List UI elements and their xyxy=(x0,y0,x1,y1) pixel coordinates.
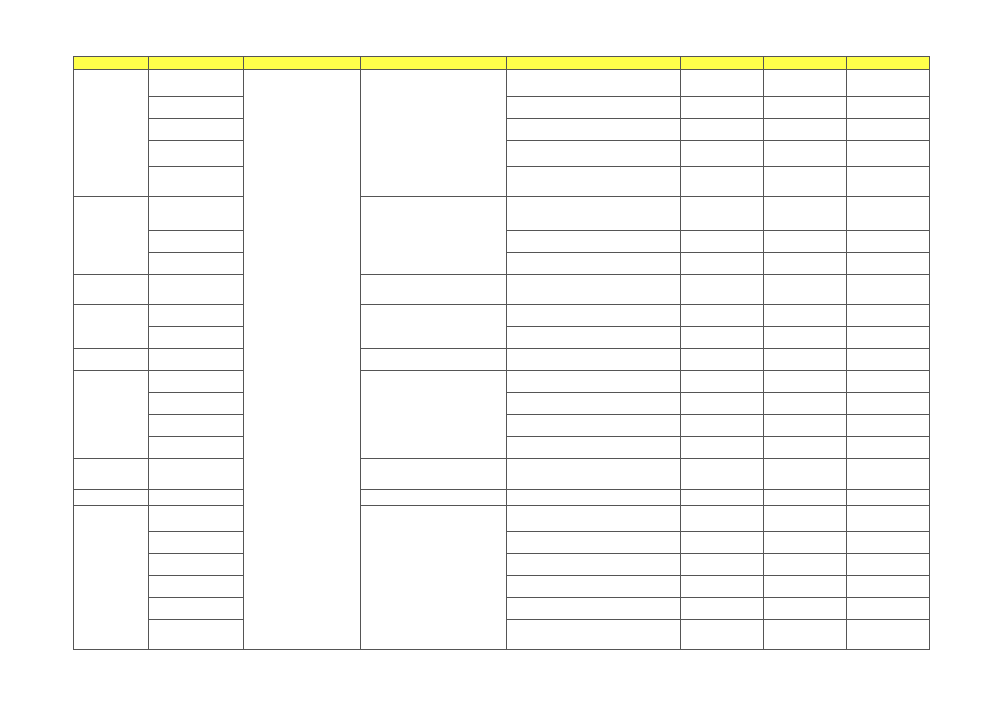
date-cell-1 xyxy=(681,459,764,490)
zone-supervisor-cell xyxy=(361,305,507,349)
responsabile-cell xyxy=(507,415,681,437)
date-cell-1 xyxy=(681,506,764,532)
zone-supervisor-cell xyxy=(361,349,507,371)
province-cell xyxy=(149,393,244,415)
date-cell-3 xyxy=(847,532,930,554)
responsabile-cell xyxy=(507,167,681,197)
date-cell-2 xyxy=(764,459,847,490)
date-cell-2 xyxy=(764,167,847,197)
province-cell xyxy=(149,197,244,231)
date-cell-3 xyxy=(847,70,930,97)
region-cell xyxy=(74,459,149,490)
date-cell-3 xyxy=(847,437,930,459)
table-row xyxy=(74,371,930,393)
province-cell xyxy=(149,532,244,554)
responsabile-cell xyxy=(507,532,681,554)
responsabile-cell xyxy=(507,490,681,506)
region-cell xyxy=(74,197,149,275)
date-cell-2 xyxy=(764,620,847,650)
table-row xyxy=(74,490,930,506)
province-cell xyxy=(149,437,244,459)
header-data-1 xyxy=(681,57,764,70)
table-row xyxy=(74,275,930,305)
date-cell-2 xyxy=(764,598,847,620)
province-cell xyxy=(149,576,244,598)
province-cell xyxy=(149,231,244,253)
date-cell-3 xyxy=(847,305,930,327)
date-cell-3 xyxy=(847,349,930,371)
date-cell-1 xyxy=(681,437,764,459)
date-cell-2 xyxy=(764,576,847,598)
province-cell xyxy=(149,490,244,506)
date-cell-1 xyxy=(681,167,764,197)
date-cell-1 xyxy=(681,119,764,141)
date-cell-3 xyxy=(847,253,930,275)
date-cell-2 xyxy=(764,119,847,141)
province-cell xyxy=(149,554,244,576)
date-cell-3 xyxy=(847,97,930,119)
province-cell xyxy=(149,253,244,275)
date-cell-2 xyxy=(764,197,847,231)
date-cell-3 xyxy=(847,393,930,415)
zone-supervisor-cell xyxy=(361,490,507,506)
responsabile-cell xyxy=(507,576,681,598)
province-cell xyxy=(149,275,244,305)
province-cell xyxy=(149,327,244,349)
date-cell-2 xyxy=(764,532,847,554)
province-cell xyxy=(149,141,244,167)
province-cell xyxy=(149,598,244,620)
date-cell-3 xyxy=(847,415,930,437)
date-cell-3 xyxy=(847,141,930,167)
responsabile-cell xyxy=(507,459,681,490)
date-cell-2 xyxy=(764,327,847,349)
zone-supervisor-cell xyxy=(361,459,507,490)
date-cell-2 xyxy=(764,554,847,576)
header-supervisore-nazionale xyxy=(244,57,361,70)
region-cell xyxy=(74,371,149,459)
responsabile-cell xyxy=(507,554,681,576)
date-cell-1 xyxy=(681,490,764,506)
province-cell xyxy=(149,371,244,393)
province-cell xyxy=(149,349,244,371)
province-cell xyxy=(149,70,244,97)
date-cell-2 xyxy=(764,349,847,371)
header-data-3 xyxy=(847,57,930,70)
program-table xyxy=(73,56,930,650)
date-cell-1 xyxy=(681,197,764,231)
table-row xyxy=(74,459,930,490)
responsabile-cell xyxy=(507,598,681,620)
responsabile-cell xyxy=(507,197,681,231)
province-cell xyxy=(149,167,244,197)
date-cell-2 xyxy=(764,70,847,97)
date-cell-2 xyxy=(764,490,847,506)
date-cell-3 xyxy=(847,167,930,197)
responsabile-cell xyxy=(507,393,681,415)
responsabile-cell xyxy=(507,141,681,167)
responsabile-cell xyxy=(507,506,681,532)
date-cell-3 xyxy=(847,197,930,231)
date-cell-3 xyxy=(847,459,930,490)
zone-supervisor-cell xyxy=(361,275,507,305)
province-cell xyxy=(149,459,244,490)
province-cell xyxy=(149,119,244,141)
responsabile-cell xyxy=(507,620,681,650)
date-cell-2 xyxy=(764,437,847,459)
responsabile-cell xyxy=(507,327,681,349)
table-row xyxy=(74,305,930,327)
province-cell xyxy=(149,620,244,650)
date-cell-1 xyxy=(681,554,764,576)
date-cell-1 xyxy=(681,70,764,97)
province-cell xyxy=(149,506,244,532)
region-cell xyxy=(74,349,149,371)
date-cell-3 xyxy=(847,119,930,141)
region-cell xyxy=(74,275,149,305)
date-cell-1 xyxy=(681,415,764,437)
header-row xyxy=(74,57,930,70)
date-cell-1 xyxy=(681,393,764,415)
responsabile-cell xyxy=(507,275,681,305)
date-cell-1 xyxy=(681,97,764,119)
national-supervisor-cell xyxy=(244,70,361,650)
header-responsabile xyxy=(507,57,681,70)
header-provincia xyxy=(149,57,244,70)
date-cell-2 xyxy=(764,393,847,415)
table-row xyxy=(74,197,930,231)
responsabile-cell xyxy=(507,305,681,327)
responsabile-cell xyxy=(507,231,681,253)
province-cell xyxy=(149,97,244,119)
date-cell-2 xyxy=(764,141,847,167)
zone-supervisor-cell xyxy=(361,70,507,197)
date-cell-2 xyxy=(764,253,847,275)
date-cell-1 xyxy=(681,576,764,598)
table-row xyxy=(74,349,930,371)
date-cell-1 xyxy=(681,275,764,305)
date-cell-1 xyxy=(681,231,764,253)
date-cell-2 xyxy=(764,305,847,327)
date-cell-3 xyxy=(847,490,930,506)
province-cell xyxy=(149,305,244,327)
province-cell xyxy=(149,415,244,437)
responsabile-cell xyxy=(507,437,681,459)
date-cell-1 xyxy=(681,141,764,167)
date-cell-2 xyxy=(764,97,847,119)
zone-supervisor-cell xyxy=(361,197,507,275)
date-cell-3 xyxy=(847,576,930,598)
date-cell-3 xyxy=(847,506,930,532)
table-body xyxy=(74,70,930,650)
responsabile-cell xyxy=(507,97,681,119)
date-cell-2 xyxy=(764,231,847,253)
date-cell-2 xyxy=(764,275,847,305)
responsabile-cell xyxy=(507,253,681,275)
date-cell-1 xyxy=(681,598,764,620)
date-cell-3 xyxy=(847,620,930,650)
date-cell-2 xyxy=(764,506,847,532)
date-cell-3 xyxy=(847,327,930,349)
date-cell-1 xyxy=(681,532,764,554)
responsabile-cell xyxy=(507,349,681,371)
date-cell-3 xyxy=(847,554,930,576)
date-cell-2 xyxy=(764,371,847,393)
region-cell xyxy=(74,506,149,650)
date-cell-3 xyxy=(847,275,930,305)
date-cell-1 xyxy=(681,620,764,650)
zone-supervisor-cell xyxy=(361,506,507,650)
date-cell-1 xyxy=(681,349,764,371)
date-cell-3 xyxy=(847,371,930,393)
responsabile-cell xyxy=(507,70,681,97)
zone-supervisor-cell xyxy=(361,371,507,459)
date-cell-1 xyxy=(681,327,764,349)
region-cell xyxy=(74,305,149,349)
date-cell-3 xyxy=(847,598,930,620)
date-cell-1 xyxy=(681,253,764,275)
header-regione xyxy=(74,57,149,70)
date-cell-1 xyxy=(681,371,764,393)
table-row xyxy=(74,70,930,97)
date-cell-3 xyxy=(847,231,930,253)
header-data-2 xyxy=(764,57,847,70)
responsabile-cell xyxy=(507,371,681,393)
table-row xyxy=(74,506,930,532)
date-cell-1 xyxy=(681,305,764,327)
region-cell xyxy=(74,70,149,197)
header-supervisore-zona xyxy=(361,57,507,70)
responsabile-cell xyxy=(507,119,681,141)
date-cell-2 xyxy=(764,415,847,437)
region-cell xyxy=(74,490,149,506)
